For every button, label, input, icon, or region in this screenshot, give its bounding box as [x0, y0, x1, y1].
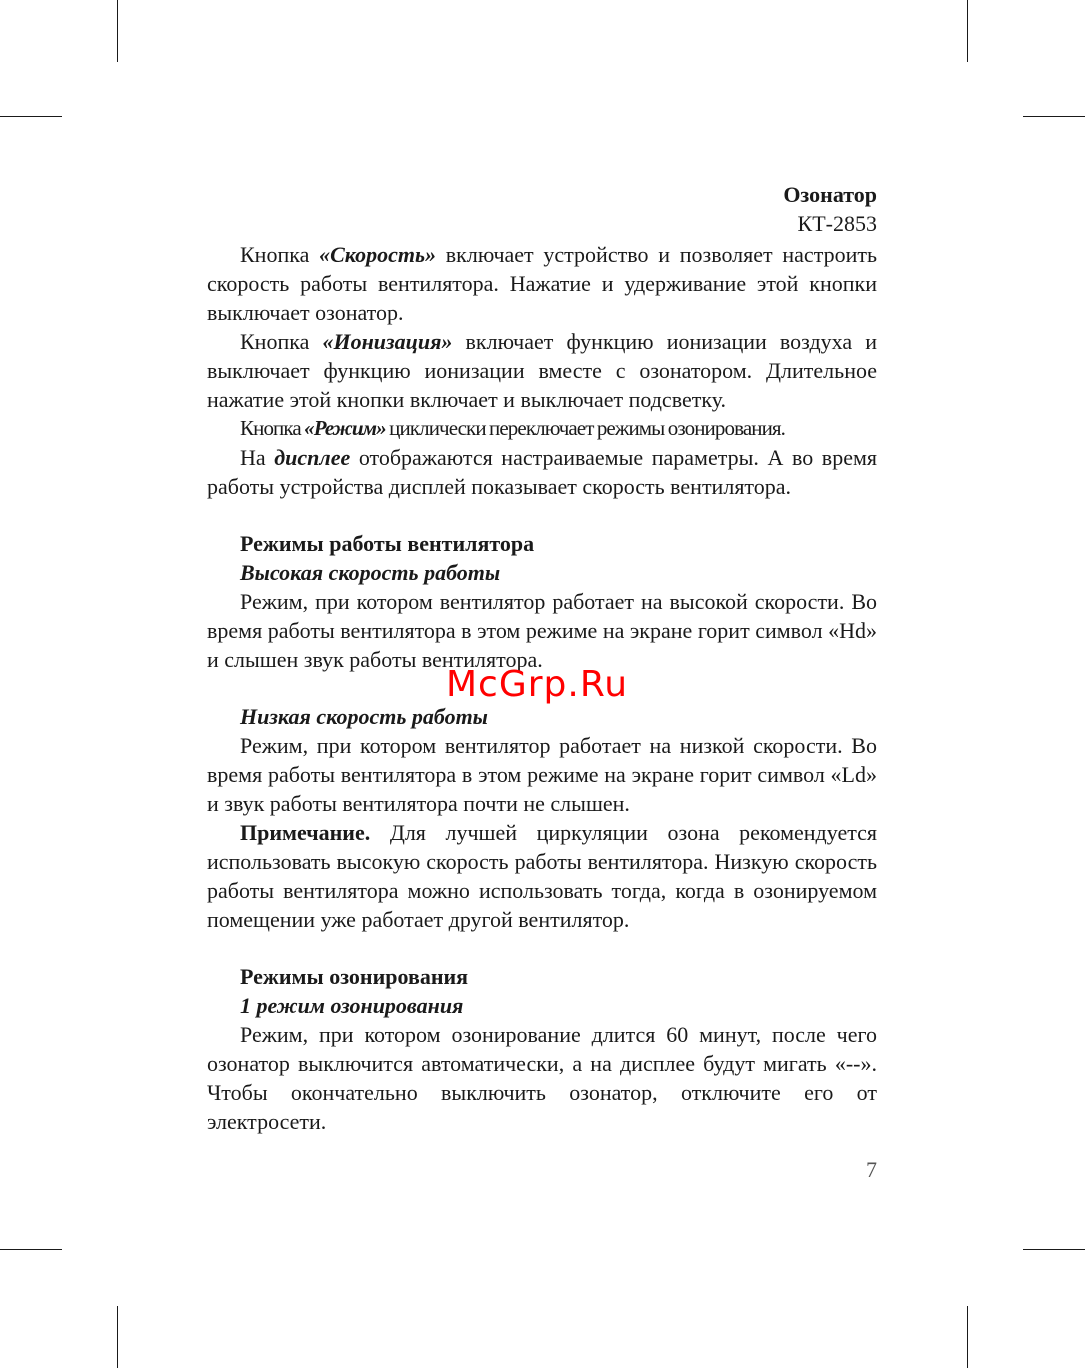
paragraph-ozone-mode-1: Режим, при котором озонирование длится 60 минут, после чего озонатор выключится автоматически, а на дисплее будут мигать «--». Чтобы окончательно выключить озонатор, отключите его от электросети.: [207, 1022, 877, 1134]
term-ionization: «Ионизация»: [322, 329, 453, 354]
term-mode: «Режим»: [304, 416, 386, 440]
paragraph-speed-button: Кнопка «Скорость» включает устройство и позволяет настроить скорость работы вентилятора. Нажатие и удерживание этой кнопки выключает озонатор.: [207, 242, 877, 325]
paragraph-mode-button: Кнопка «Режим» циклически переключает режимы озонирования.: [240, 416, 786, 440]
term-speed: «Скорость»: [319, 242, 437, 267]
paragraph-high-speed: Режим, при котором вентилятор работает на высокой скорости. Во время работы вентилятора в этом режиме на экране горит символ «Hd» и слышен звук работы вентилятора.: [207, 589, 877, 672]
crop-mark-bottom-right: [967, 1306, 968, 1368]
page-number: 7: [866, 1157, 877, 1182]
watermark: McGrp.Ru: [446, 664, 629, 705]
heading-fan-modes: Режимы работы вентилятора: [240, 531, 535, 556]
paragraph-low-speed: Режим, при котором вентилятор работает на низкой скорости. Во время работы вентилятора в этом режиме на экране горит символ «Ld» и звук работы вентилятора почти не слышен.: [207, 733, 877, 816]
subheading-ozone-mode-1: 1 режим озонирования: [240, 993, 464, 1018]
paragraph-ionization-button: Кнопка «Ионизация» включает функцию ионизации воздуха и выключает функцию ионизации вместе с озонатором. Длительное нажатие этой кнопки включает и выключает подсветку.: [207, 329, 877, 412]
crop-mark-top-right: [967, 0, 968, 62]
header-title: Озонатор: [783, 182, 877, 207]
note-label: Примечание.: [240, 820, 371, 845]
header-model: КТ-2853: [797, 211, 877, 236]
heading-ozone-modes: Режимы озонирования: [240, 964, 469, 989]
crop-mark-bottom-left: [117, 1306, 118, 1368]
subheading-high-speed: Высокая скорость работы: [240, 560, 501, 585]
paragraph-note: Примечание. Для лучшей циркуляции озона рекомендуется использовать высокую скорость работы вентилятора. Низкую скорость работы вентилятора можно использовать тогда, когда в озонируемом помещении уже работает другой вентилятор.: [207, 820, 877, 932]
crop-mark-right-top: [1023, 116, 1085, 117]
running-header: [783, 180, 877, 238]
crop-mark-left-top: [0, 116, 62, 117]
crop-mark-top-left: [117, 0, 118, 62]
paragraph-display: На дисплее отображаются настраиваемые параметры. А во время работы устройства дисплей показывает скорость вентилятора.: [207, 445, 877, 499]
crop-mark-left-bottom: [0, 1249, 62, 1250]
crop-mark-right-bottom: [1023, 1249, 1085, 1250]
subheading-low-speed: Низкая скорость работы: [240, 704, 488, 729]
term-display: дисплее: [274, 445, 351, 470]
